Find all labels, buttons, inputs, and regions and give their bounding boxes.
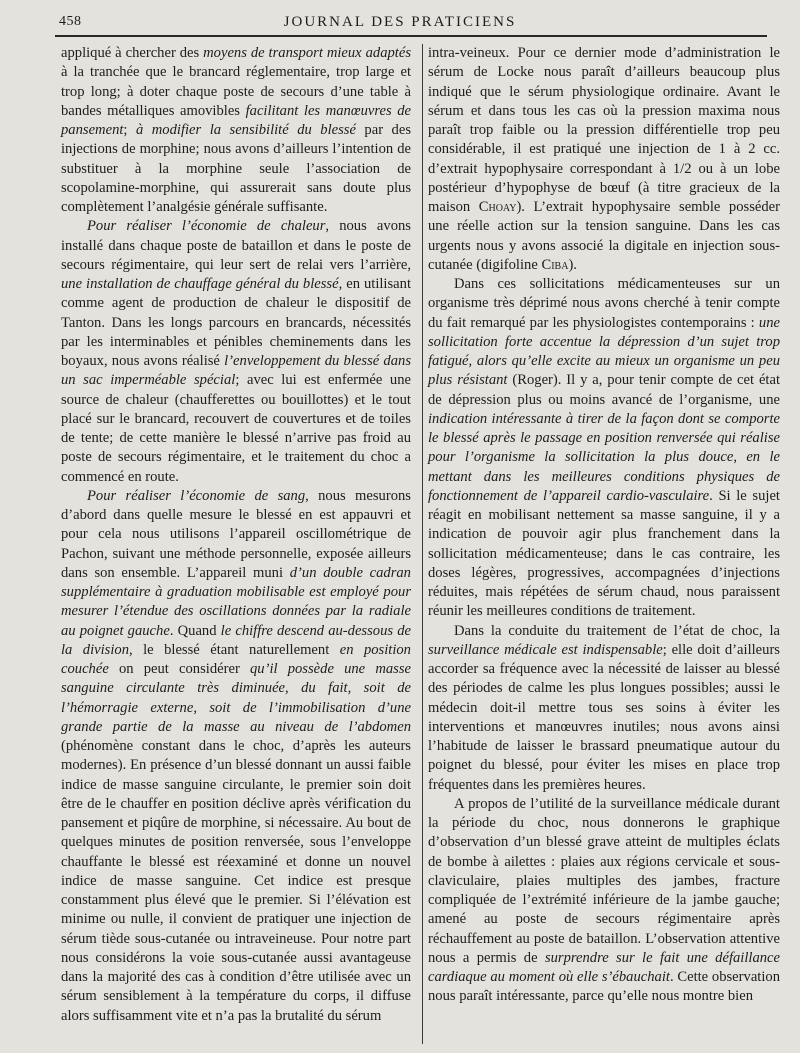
header-rule	[55, 35, 767, 37]
paragraph: Dans la conduite du traitement de l’état de choc, la surveillance médicale est indispensable; elle doit d’ailleurs accorder sa fréquence avec la nécessité de laisser au blessé des périodes de calme les plus longues possibles; aussi le médecin doit-il mettre tous ses soins à éviter les interventions et manœuvres inutiles; nous avons ainsi l’habitude de laisser le brassard pneumatique autour du poignet du blessé, pour éviter les mises en place trop fréquentes dans les premières heures.	[428, 622, 780, 793]
paragraph: appliqué à chercher des moyens de transport mieux adaptés à la tranchée que le brancard réglementaire, trop large et trop long; à doter chaque poste de secours d’une table à bandes métalliques amovibles facilitant les manœuvres de pansement; à modifier la sensibilité du blessé par des injections de morphine; nous avons d’ailleurs l’intention de substituer à la morphine seule l’association de scopolamine-morphine, qui assurerait sans doute plus complètement l’analgésie générale suffisante.	[61, 45, 412, 215]
left-column	[61, 44, 411, 1026]
page-number: 458	[59, 14, 82, 29]
paragraph: Pour réaliser l’économie de sang, nous mesurons d’abord dans quelle mesure le blessé en est appauvri et pour cela nous utilisons l’appareil oscillométrique de Pachon, suivant une méthode personnelle, exposée ailleurs dans son ensemble. L’appareil muni d’un double cadran supplémentaire à graduation mobilisable est employé pour mesurer l’étendue des oscillations données par la radiale au poignet gauche. Quand le chiffre descend au-dessous de la division, le blessé étant naturellement en position couchée on peut considérer qu’il possède une masse sanguine circulante très diminuée, du fait, soit de l’hémorragie externe, soit de l’immobilisation d’une grande partie de la masse au niveau de l’abdomen (phénomène constant dans le choc, d’après les auteurs modernes). En présence d’un blessé donnant un aussi faible indice de masse sanguine circulante, le premier soin doit être de le chauffer en position déclive après vérification du pansement et piqûre de morphine, si nécessaire. Au bout de quelques minutes de position renversée, sous l’enveloppe chauffante le blessé est réexaminé et donne un nouvel indice de masse sanguine. Cet indice est presque constamment plus élevé que le premier. Si l’élévation est minime ou nulle, il convient de pratiquer une injection de sérum tiède sous-cutanée ou intraveineuse. Pour notre part nous considérons la voie sous-cutanée aussi avantageuse dans la majorité des cas à condition d’être utilisée avec un sérum sensiblement à la température du corps, il diffuse alors suffisamment vite et n’a pas la brutalité du sérum	[61, 487, 411, 1024]
running-header	[30, 6, 770, 32]
paragraph: A propos de l’utilité de la surveillance médicale durant la période du choc, nous donnerons le graphique d’observation d’un blessé grave atteint de multiples éclats de bombe à ailettes : plaies aux régions cervicale et sous-claviculaire, plaies multiples des jambes, fracture compliquée de l’extrémité inférieure de la jambe gauche; amené au poste de secours régimentaire après réchauffement au poste de bataillon. L’observation attentive nous a permis de surprendre sur le fait une défaillance cardiaque au moment où elle s’ébauchait. Cette observation nous paraît intéressante, parce qu’elle nous montre bien	[428, 795, 781, 1005]
right-column	[428, 44, 780, 1007]
paragraph: Dans ces sollicitations médicamenteuses sur un organisme très déprimé nous avons cherché à tenir compte du fait remarqué par les physiologistes contemporains : une sollicitation forte accentue la dépression d’un sujet trop fatigué, alors qu’elle excite au mieux un organisme un peu plus résistant (Roger). Il y a, pour tenir compte de cet état de dépression plus ou moins avancé de l’organisme, une indication intéressante à tirer de la façon dont se comporte le blessé après le passage en position renversée qui réalise pour l’organisme la sollicitation la plus douce, en le mettant dans les meilleures conditions physiques de fonctionnement de l’appareil cardio-vasculaire. Si le sujet réagit en mobilisant nettement sa masse sanguine, il y a indication de pouvoir agir plus franchement dans la sollicitation médicamenteuse; dans le cas contraire, les doses légères, progressives, accompagnées d’injections réduites, mais répétées de sérum chaud, nous paraissent réunir les meilleures conditions de traitement.	[428, 276, 781, 620]
paragraph: Pour réaliser l’économie de chaleur, nous avons installé dans chaque poste de bataillon et dans le poste de secours régimentaire, qui leur sert de relai vers l’arrière, une installation de chauffage général du blessé, en utilisant comme agent de production de chaleur le dispositif de Tanton. Dans les longs parcours en brancards, nécessités par les interminables et pénibles cheminements dans les boyaux, nous avons réalisé l’enveloppement du blessé dans un sac imperméable spécial; avec lui est enfermée une source de chaleur (chaufferettes ou bouillottes) et le tout placé sur le brancard, recouvert de couvertures et de toiles de tente; de cette manière le blessé n’arrive pas froid au poste de secours régimentaire, et le traitement du choc a commencé en route.	[61, 218, 411, 485]
column-divider	[422, 44, 423, 1044]
paragraph: intra-veineux. Pour ce dernier mode d’administration le sérum de Locke nous paraît d’ailleurs beaucoup plus indiqué que le sérum physiologique ordinaire. Avant le sérum et dans tous les cas où la pression maxima nous paraît trop faible ou la pression différentielle trop peu considérable, il est pratiqué une injection de 1 à 2 cc. d’extrait hypophysaire correspondant à 1/2 ou à un lobe postérieur d’hypophyse de bœuf (à titre gracieux de la maison Choay). L’extrait hypophysaire semble posséder une réelle action sur la tension sanguine. Dans les cas urgents nous y avons associé la digitale en injection sous-cutanée (digifoline Ciba).	[428, 45, 780, 273]
journal-title: JOURNAL DES PRATICIENS	[283, 14, 517, 30]
